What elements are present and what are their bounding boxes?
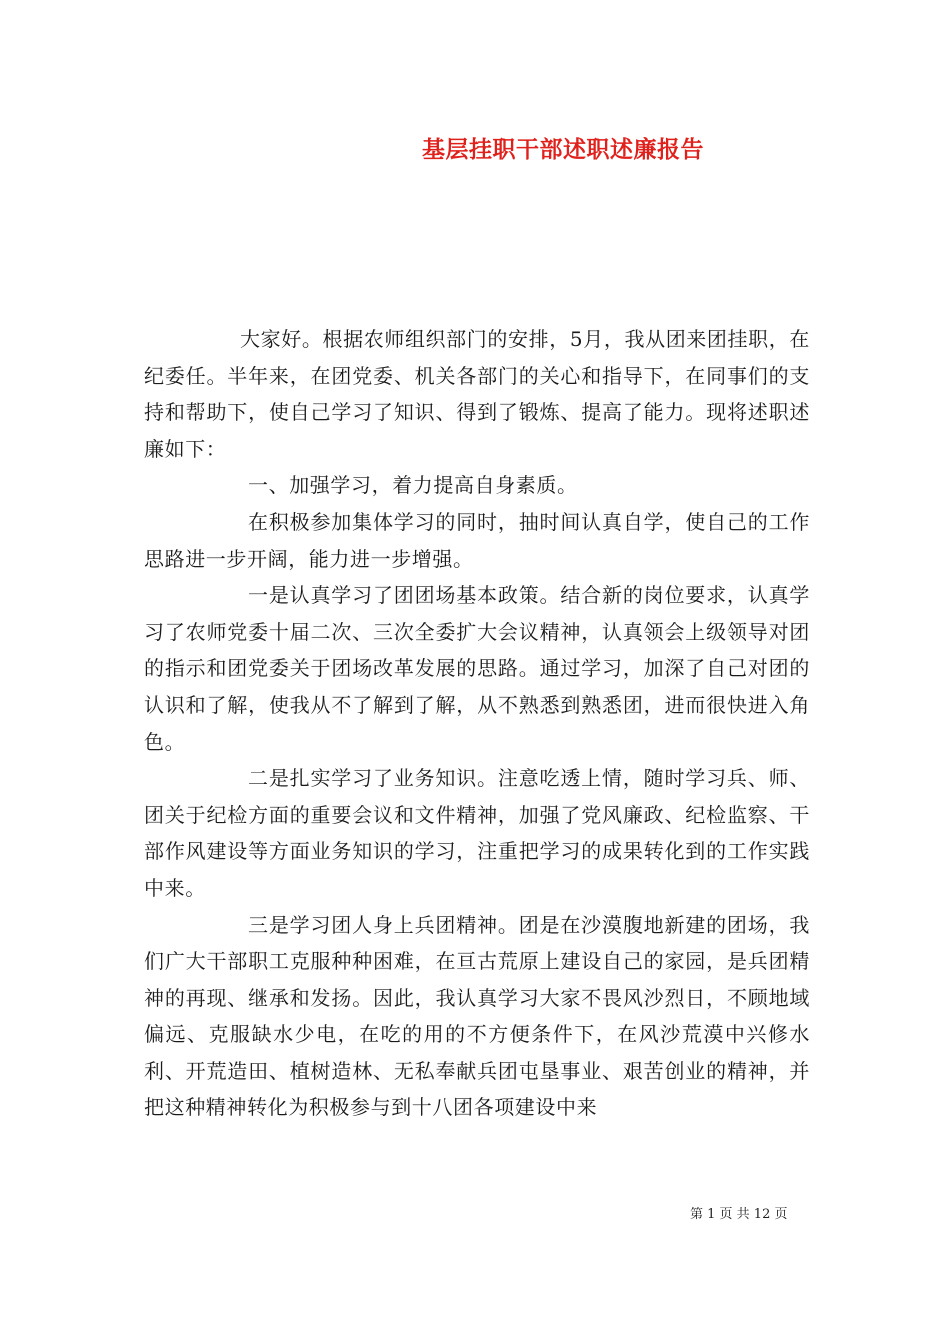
page-number-footer: 第 1 页 共 12 页: [690, 1207, 788, 1222]
paragraph-bingtuan-spirit: 三是学习团人身上兵团精神。团是在沙漠腹地新建的团场，我们广大干部职工克服种种困难，在亘古荒原上建设自己的家园，是兵团精神的再现、继承和发扬。因此，我认真学习大家不畏风沙烈日，不顾地域偏远、克服缺水少电，在吃的用的不方便条件下，在风沙荒漠中兴修水利、开荒造田、植树造林、无私奉献兵团屯垦事业、艰苦创业的精神，并把这种精神转化为积极参与到十八团各项建设中来: [144, 912, 810, 1120]
section-heading-study: 一、加强学习，着力提高自身素质。: [248, 473, 578, 498]
paragraph-policy-study: 一是认真学习了团团场基本政策。结合新的岗位要求，认真学习了农师党委十届二次、三次全委扩大会议精神，认真领会上级领导对团的指示和团党委关于团场改革发展的思路。通过学习，加深了自己对团的认识和了解，使我从不了解到了解，从不熟悉到熟悉团，进而很快进入角色。: [144, 583, 810, 754]
document-body: [144, 321, 810, 1126]
paragraph-self-study: 在积极参加集体学习的同时，抽时间认真自学，使自己的工作思路进一步开阔，能力进一步增强。: [144, 509, 810, 571]
paragraph-intro: 大家好。根据农师组织部门的安排，5月，我从团来团挂职，在纪委任。半年来，在团党委、机关各部门的关心和指导下，在同事们的支持和帮助下，使自己学习了知识、得到了锻炼、提高了能力。现将述职述廉如下：: [144, 327, 810, 461]
document-title: 基层挂职干部述职述廉报告: [422, 136, 704, 163]
paragraph-business-study: 二是扎实学习了业务知识。注意吃透上情，随时学习兵、师、团关于纪检方面的重要会议和文件精神，加强了党风廉政、纪检监察、干部作风建设等方面业务知识的学习，注重把学习的成果转化到的工作实践中来。: [144, 766, 810, 900]
